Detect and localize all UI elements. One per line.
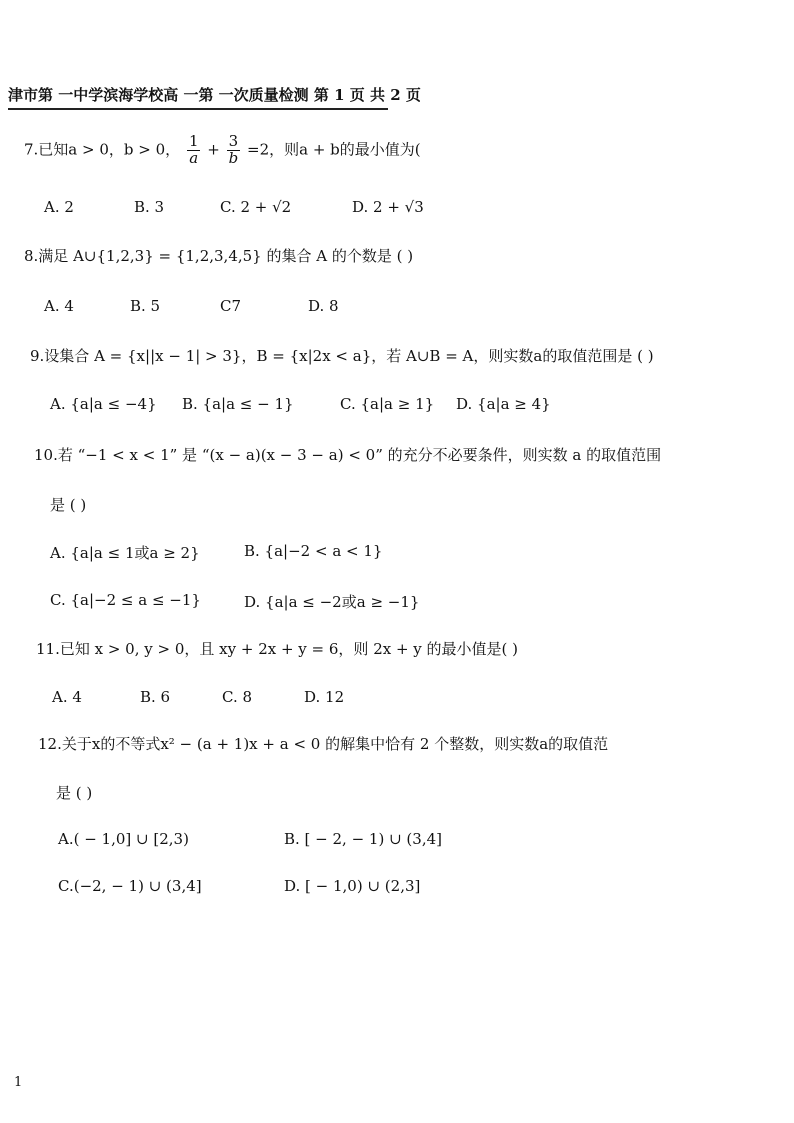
- q8-option-d: D. 8: [308, 297, 339, 315]
- question-7-prefix: 7.已知a > 0，b > 0，: [24, 140, 181, 159]
- q7-option-d: D. 2 + √3: [352, 198, 424, 216]
- q11-option-c: C. 8: [222, 688, 253, 706]
- fraction-3-over-b: [227, 134, 241, 167]
- fraction-numerator: 1: [188, 132, 199, 150]
- q11-option-d: D. 12: [304, 688, 345, 706]
- q10-option-c: C. {a|−2 ≤ a ≤ −1}: [50, 591, 201, 609]
- q9-option-b: B. {a|a ≤ − 1}: [182, 395, 294, 413]
- q10-option-d: D. {a|a ≤ −2或a ≥ −1}: [244, 593, 420, 611]
- q8-option-a: A. 4: [44, 297, 74, 315]
- q12-option-b: B. [ − 2, − 1) ∪ (3,4]: [284, 830, 442, 848]
- question-10-line-2: 是 ( ): [50, 496, 87, 514]
- q7-option-b: B. 3: [134, 198, 165, 216]
- q7-option-a: A. 2: [44, 198, 74, 216]
- question-8: 8.满足 A∪{1,2,3} = {1,2,3,4,5} 的集合 A 的个数是 ( ): [24, 247, 414, 265]
- q9-option-d: D. {a|a ≥ 4}: [456, 395, 551, 413]
- fraction-denominator: a: [189, 148, 199, 167]
- question-9: 9.设集合 A = {x||x − 1| > 3}，B = {x|2x < a}，若 A∪B = A，则实数a的取值范围是 ( ): [30, 347, 654, 365]
- page-header: 津市第 一中学滨海学校高 一第 一次质量检测 第 1 页 共 2 页: [8, 84, 388, 110]
- page-number: 1: [14, 1075, 23, 1090]
- q10-option-b: B. {a|−2 < a < 1}: [244, 542, 383, 560]
- q8-option-b: B. 5: [130, 297, 161, 315]
- q9-option-a: A. {a|a ≤ −4}: [50, 395, 157, 413]
- q12-option-c: C.(−2, − 1) ∪ (3,4]: [58, 877, 202, 895]
- q8-option-c: C7: [220, 297, 242, 315]
- question-10-line-1: 10.若 “−1 < x < 1” 是 “(x − a)(x − 3 − a) < 0” 的充分不必要条件，则实数 a 的取值范围: [34, 446, 662, 464]
- fraction-1-over-a: [187, 134, 201, 167]
- q12-option-d: D. [ − 1,0) ∪ (2,3]: [284, 877, 421, 895]
- fraction-numerator: 3: [228, 132, 239, 150]
- q9-option-c: C. {a|a ≥ 1}: [340, 395, 435, 413]
- question-12-line-2: 是 ( ): [56, 784, 93, 802]
- question-7: [24, 134, 421, 167]
- question-7-suffix: =2，则a + b的最小值为(: [247, 140, 421, 159]
- q12-option-a: A.( − 1,0] ∪ [2,3): [58, 830, 189, 848]
- question-11: 11.已知 x > 0, y > 0，且 xy + 2x + y = 6，则 2x + y 的最小值是( ): [36, 640, 519, 658]
- q11-option-b: B. 6: [140, 688, 171, 706]
- q11-option-a: A. 4: [52, 688, 82, 706]
- q7-option-c: C. 2 + √2: [220, 198, 292, 216]
- plus-sign: +: [207, 140, 220, 159]
- fraction-denominator: b: [228, 148, 239, 167]
- q10-option-a: A. {a|a ≤ 1或a ≥ 2}: [50, 544, 200, 562]
- question-12-line-1: 12.关于x的不等式x² − (a + 1)x + a < 0 的解集中恰有 2 个整数，则实数a的取值范: [38, 735, 609, 753]
